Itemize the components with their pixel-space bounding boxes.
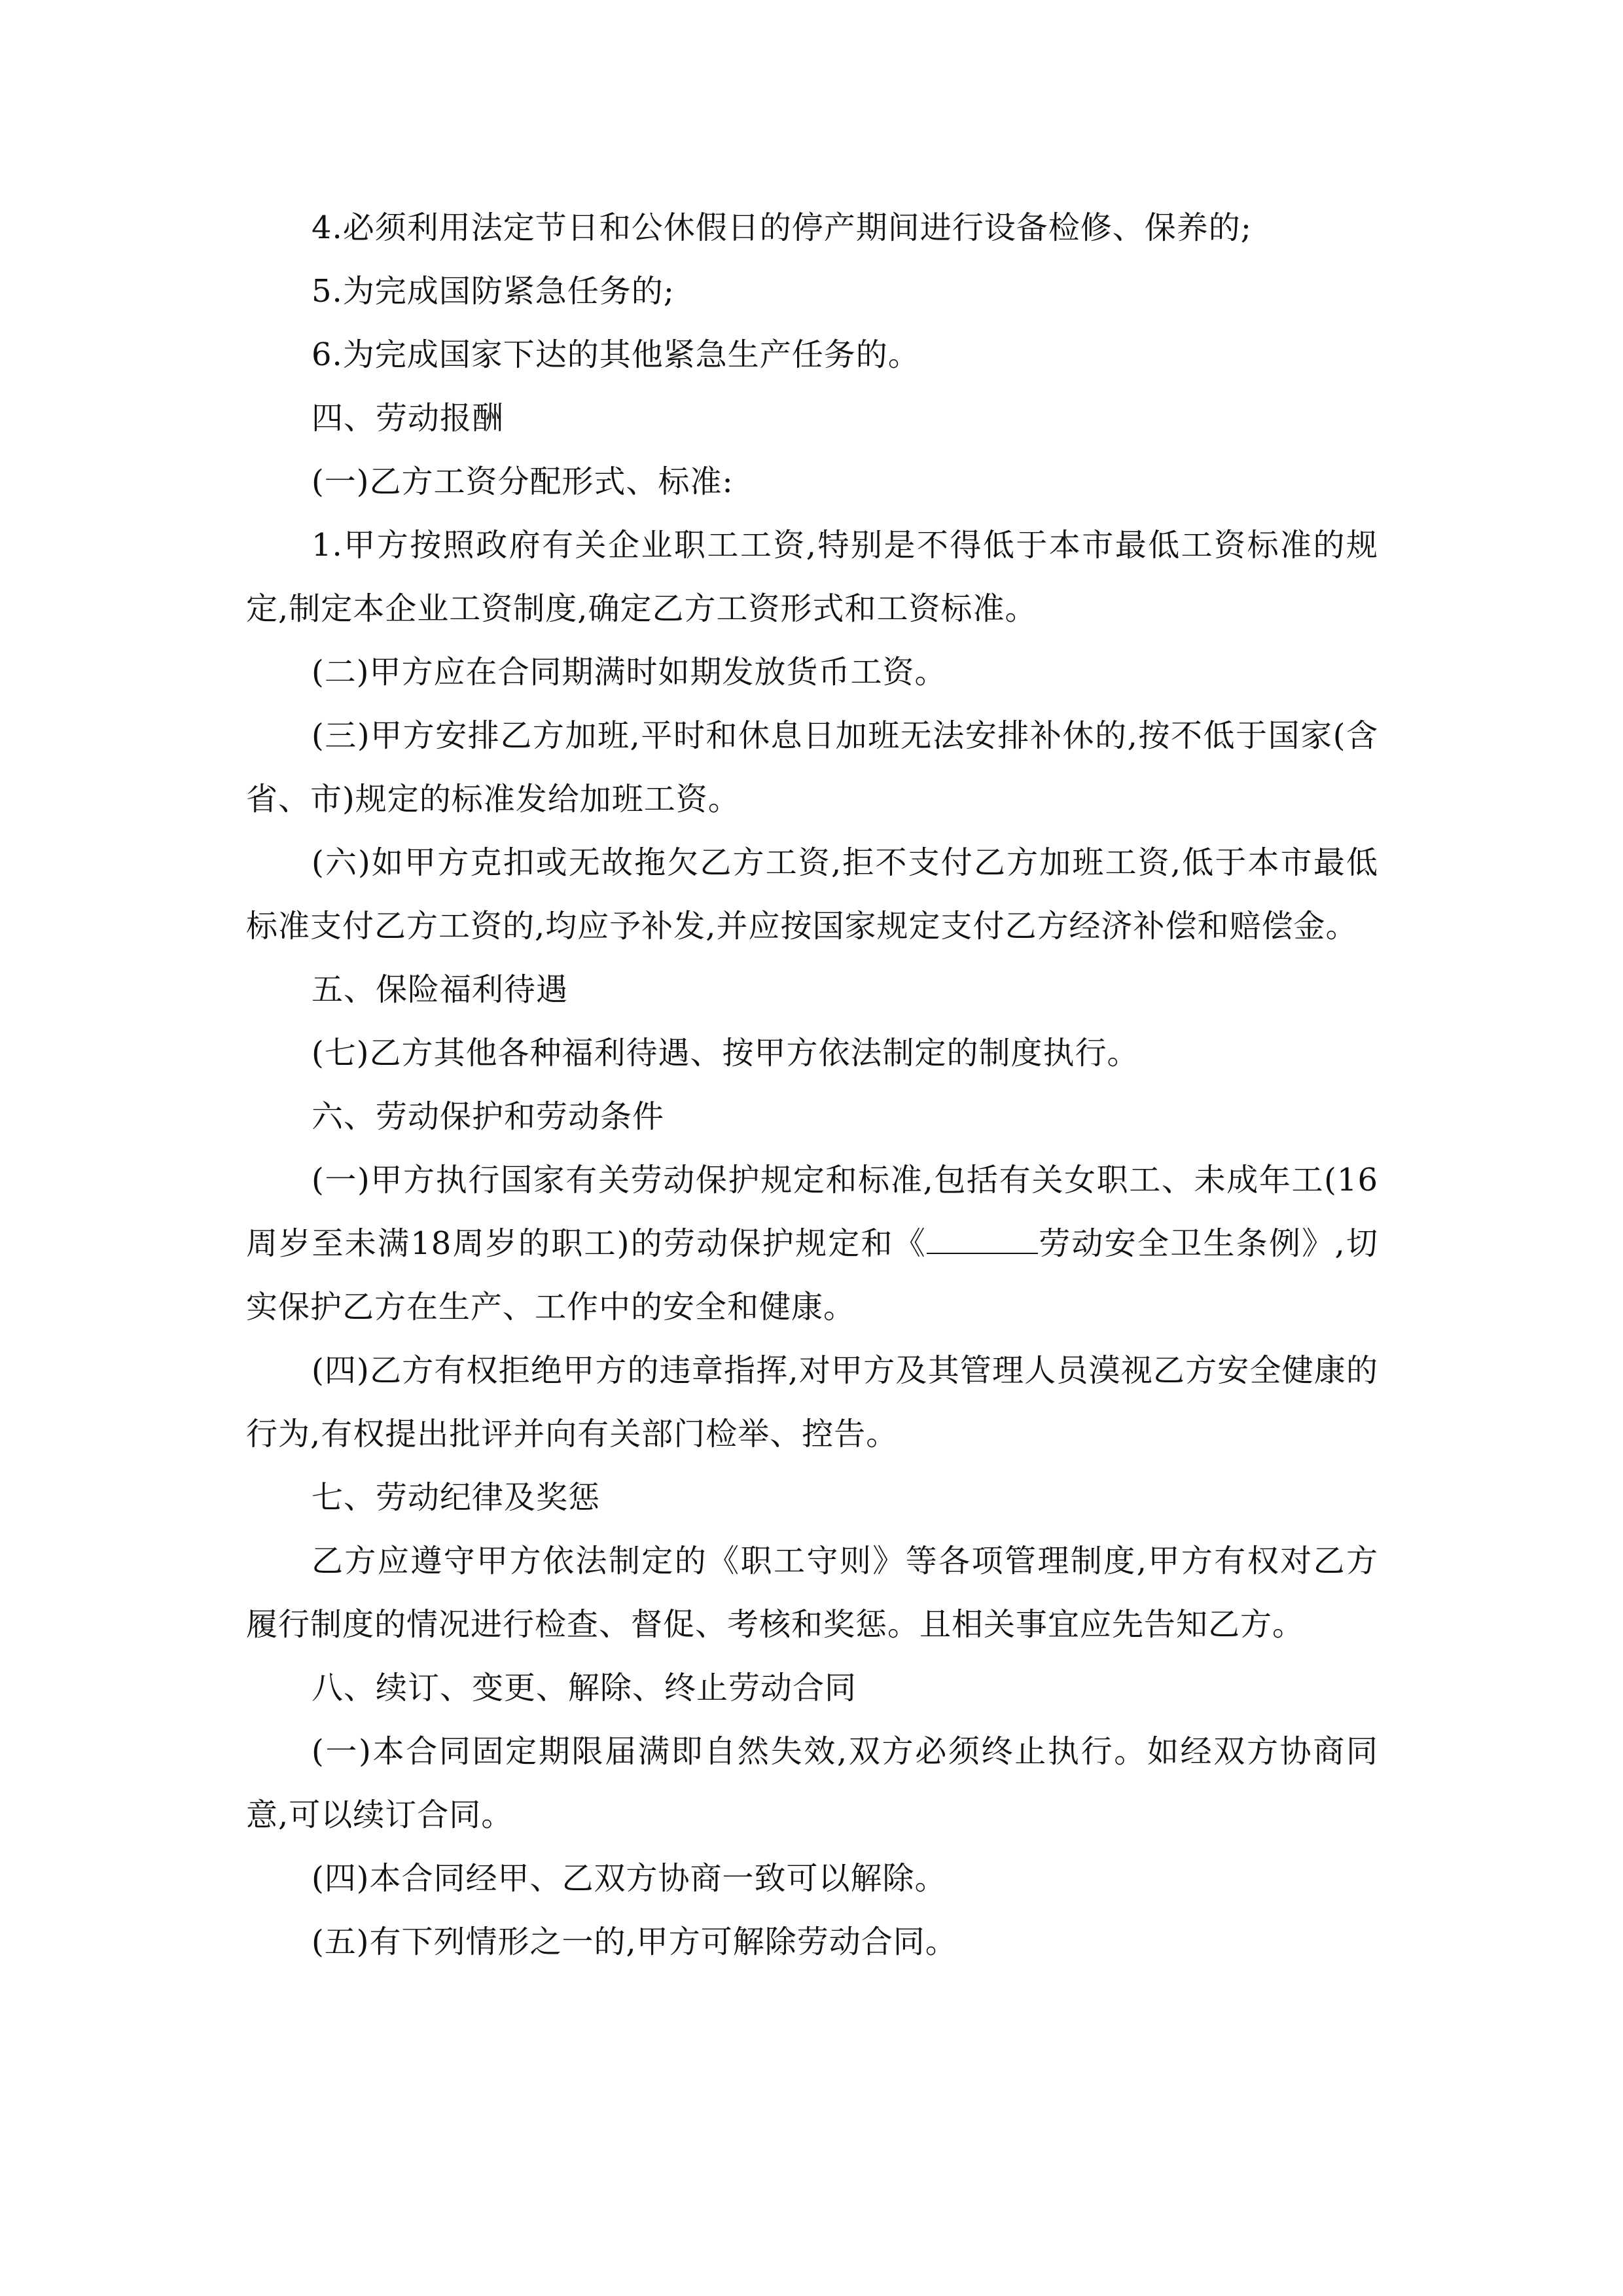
document-body: [246, 196, 1378, 1974]
paragraph-wage-payment: (二)甲方应在合同期满时如期发放货币工资。: [312, 654, 947, 691]
paragraph-protection-rules-part2: 劳动安全卫生条例》,切实保护乙方在生产、工作中的安全和健康。: [246, 1225, 1378, 1325]
paragraph-item-5: 5.为完成国防紧急任务的;: [312, 273, 675, 310]
paragraph-termination-conditions: (五)有下列情形之一的,甲方可解除劳动合同。: [312, 1924, 957, 1960]
paragraph-wage-standard: 1.甲方按照政府有关企业职工工资,特别是不得低于本市最低工资标准的规定,制定本企业工资制度,确定乙方工资形式和工资标准。: [246, 527, 1378, 627]
fill-in-blank: [927, 1224, 1038, 1254]
paragraph-refuse-violation: (四)乙方有权拒绝甲方的违章指挥,对甲方及其管理人员漠视乙方安全健康的行为,有权提出批评并向有关部门检举、控告。: [246, 1352, 1378, 1452]
paragraph-contract-expiry: (一)本合同固定期限届满即自然失效,双方必须终止执行。如经双方协商同意,可以续订合同。: [246, 1733, 1378, 1833]
paragraph-item-4: 4.必须利用法定节日和公休假日的停产期间进行设备检修、保养的;: [312, 209, 1252, 246]
paragraph-wage-form: (一)乙方工资分配形式、标准:: [312, 463, 734, 500]
paragraph-mutual-termination: (四)本合同经甲、乙双方协商一致可以解除。: [312, 1860, 947, 1897]
section-heading-insurance: 五、保险福利待遇: [312, 971, 569, 1008]
paragraph-wage-arrears: (六)如甲方克扣或无故拖欠乙方工资,拒不支付乙方加班工资,低于本市最低标准支付乙方工资的,均应予补发,并应按国家规定支付乙方经济补偿和赔偿金。: [246, 844, 1378, 944]
section-heading-discipline: 七、劳动纪律及奖惩: [312, 1479, 601, 1516]
paragraph-welfare: (七)乙方其他各种福利待遇、按甲方依法制定的制度执行。: [312, 1035, 1139, 1071]
paragraph-discipline-rules: 乙方应遵守甲方依法制定的《职工守则》等各项管理制度,甲方有权对乙方履行制度的情况进行检查、督促、考核和奖惩。且相关事宜应先告知乙方。: [246, 1543, 1378, 1643]
paragraph-protection-rules-part1: (一)甲方执行国家有关劳动保护规定和标准,包括有关女职工、未成年工(16周岁至未满18周岁的职工)的劳动保护规定和《: [246, 1162, 1378, 1262]
paragraph-protection-rules: [246, 1149, 1378, 1339]
section-heading-remuneration: 四、劳动报酬: [312, 400, 505, 437]
paragraph-overtime-pay: (三)甲方安排乙方加班,平时和休息日加班无法安排补休的,按不低于国家(含省、市)规定的标准发给加班工资。: [246, 717, 1378, 817]
paragraph-item-6: 6.为完成国家下达的其他紧急生产任务的。: [312, 336, 920, 373]
section-heading-contract-changes: 八、续订、变更、解除、终止劳动合同: [312, 1670, 857, 1706]
section-heading-labor-protection: 六、劳动保护和劳动条件: [312, 1098, 665, 1135]
